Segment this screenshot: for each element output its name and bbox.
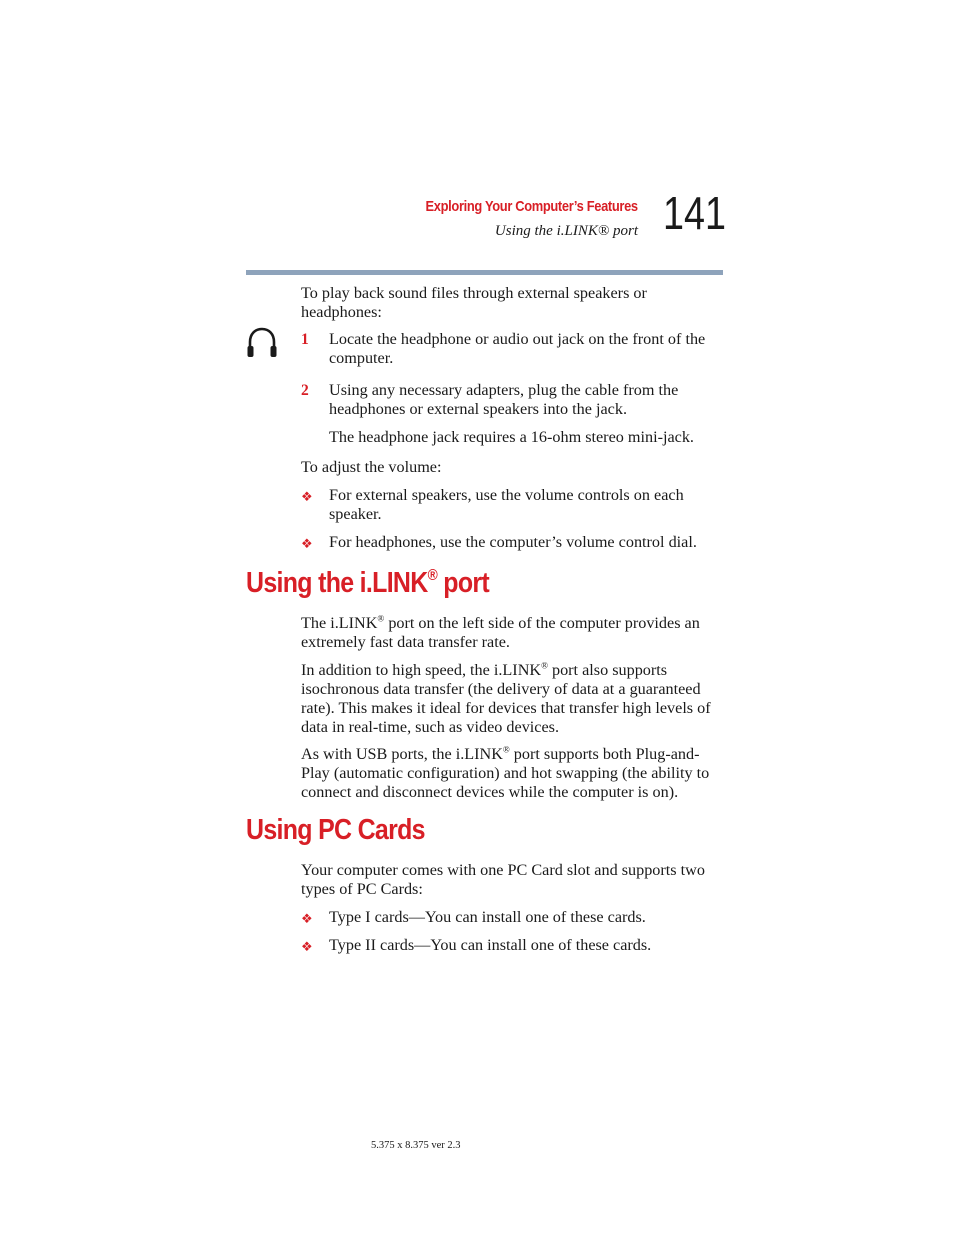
pccards-heading: Using PC Cards xyxy=(246,814,425,846)
ilink-paragraph-3: As with USB ports, the i.LINK® port supports both Plug-and-Play (automatic configuration) and hot swapping (the ability to connect and disconnect devices while the computer is on). xyxy=(301,744,710,801)
step-number: 1 xyxy=(301,331,309,348)
ilink-paragraph-1: The i.LINK® port on the left side of the computer provides an extremely fast data transfer rate. xyxy=(301,613,700,651)
chapter-title: Exploring Your Computer’s Features xyxy=(425,198,638,215)
list-item-text: Type II cards—You can install one of these cards. xyxy=(329,936,652,954)
headphone-icon xyxy=(246,326,278,360)
step-item xyxy=(301,381,726,419)
list-item-text: For external speakers, use the volume controls on each speaker. xyxy=(329,486,684,523)
list-item xyxy=(301,908,726,927)
list-item-text: For headphones, use the computer’s volume control dial. xyxy=(329,533,697,551)
step-number: 2 xyxy=(301,382,309,399)
section-subtitle: Using the i.LINK® port xyxy=(494,223,638,239)
step-item xyxy=(301,330,726,368)
ilink-paragraph-2: In addition to high speed, the i.LINK® port also supports isochronous data transfer (the delivery of data at a guaranteed rate). This makes it ideal for devices that transfer high levels of data in real-time, such as video devices. xyxy=(301,660,711,736)
version-footer: 5.375 x 8.375 ver 2.3 xyxy=(371,1140,461,1151)
intro-paragraph: To play back sound files through external speakers or headphones: xyxy=(301,284,647,321)
step-text: Locate the headphone or audio out jack on the front of the computer. xyxy=(329,330,706,367)
volume-paragraph: To adjust the volume: xyxy=(301,458,442,476)
step-text: Using any necessary adapters, plug the cable from the headphones or external speakers into the jack. xyxy=(329,381,679,418)
list-item-text: Type I cards—You can install one of these cards. xyxy=(329,908,646,926)
ilink-heading: Using the i.LINK® port xyxy=(246,567,490,599)
list-item xyxy=(301,936,726,955)
page-number: 141 xyxy=(663,187,726,239)
bullet-icon: ❖ xyxy=(301,536,313,551)
bullet-icon: ❖ xyxy=(301,489,313,504)
list-item xyxy=(301,533,726,552)
header-rule xyxy=(246,270,723,275)
pccards-paragraph: Your computer comes with one PC Card slot and supports two types of PC Cards: xyxy=(301,861,705,898)
list-item xyxy=(301,486,726,524)
step-note: The headphone jack requires a 16-ohm stereo mini-jack. xyxy=(329,428,694,446)
bullet-icon: ❖ xyxy=(301,939,313,954)
bullet-icon: ❖ xyxy=(301,911,313,926)
